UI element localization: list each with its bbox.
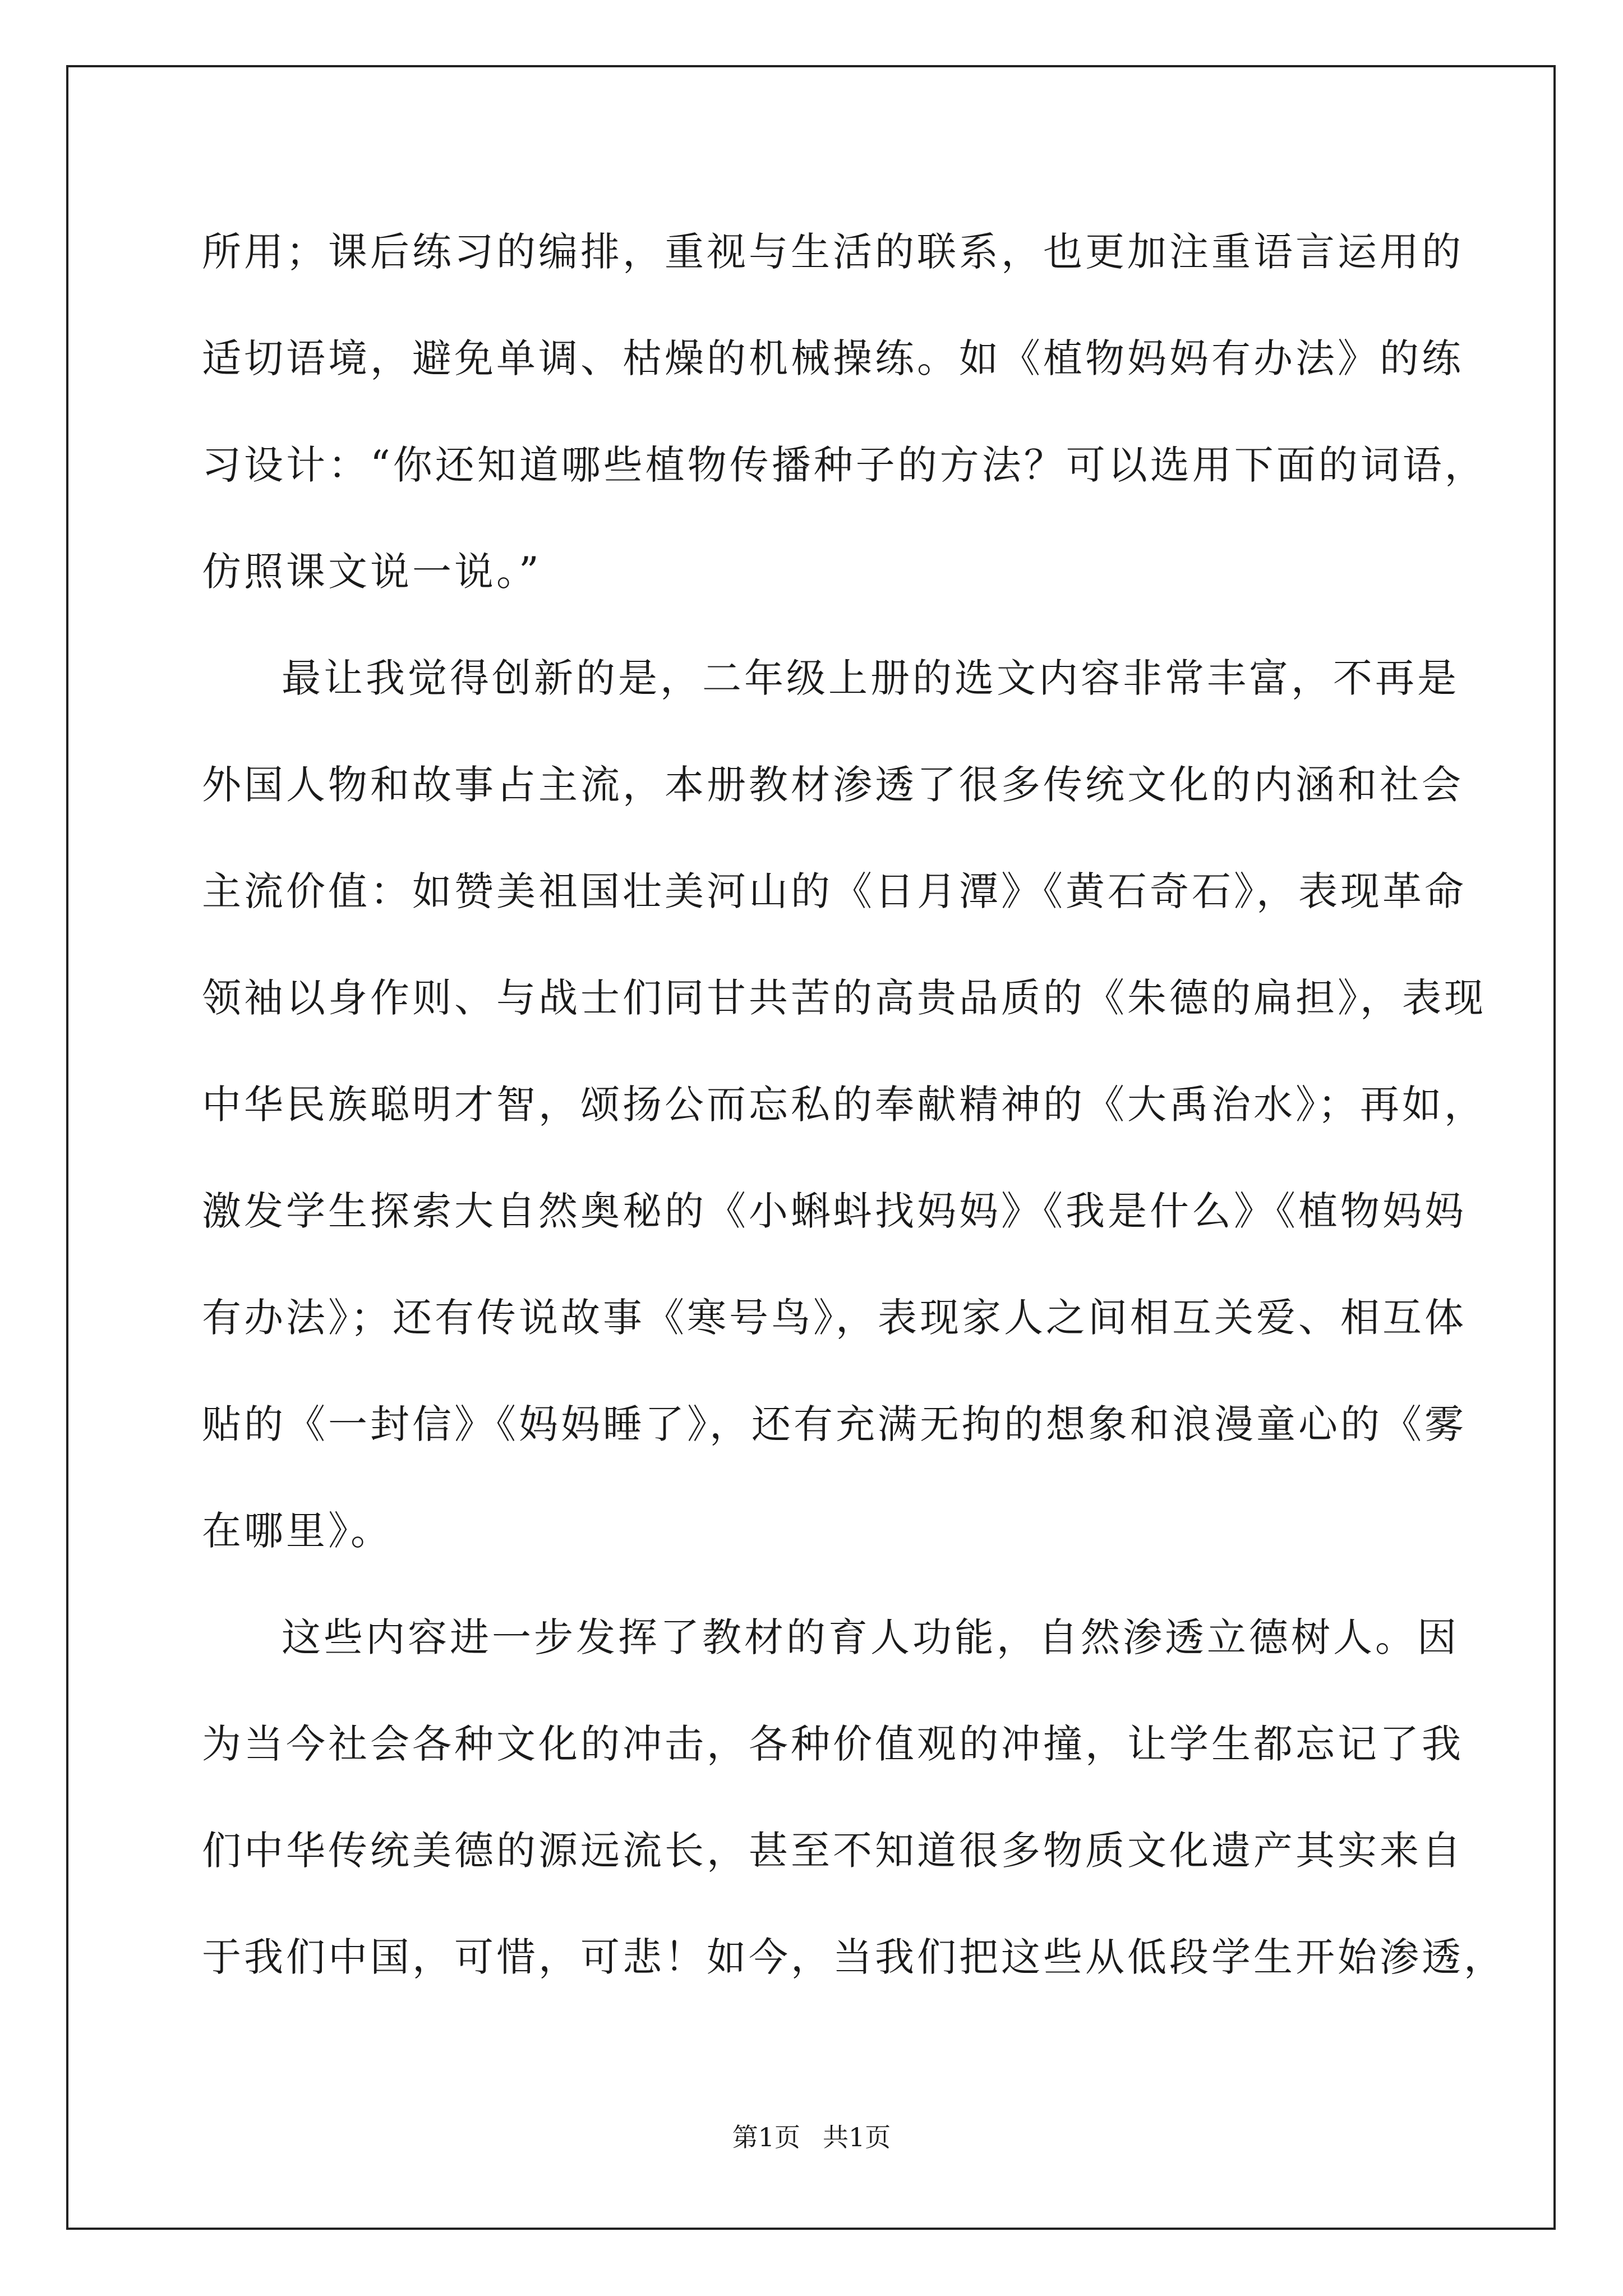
text-line: 仿照课文说一说。” bbox=[202, 549, 542, 595]
text-line: 这些内容进一步发挥了教材的育人功能，自然渗透立德树人。因 bbox=[282, 1614, 1459, 1660]
text-line: 外国人物和故事占主流，本册教材渗透了很多传统文化的内涵和社会 bbox=[202, 762, 1464, 808]
paragraph-3 bbox=[202, 1605, 1506, 2032]
paragraph-2 bbox=[202, 646, 1486, 1605]
text-line: 激发学生探索大自然奥秘的《小蝌蚪找妈妈》《我是什么》《植物妈妈 bbox=[202, 1188, 1467, 1234]
text-line: 在哪里》。 bbox=[202, 1508, 393, 1554]
text-line: 所用；课后练习的编排，重视与生活的联系，也更加注重语言运用的 bbox=[202, 229, 1464, 275]
text-line: 有办法》；还有传说故事《寒号鸟》，表现家人之间相互关爱、相互体 bbox=[202, 1295, 1467, 1341]
document-body bbox=[202, 220, 1506, 2032]
text-line: 中华民族聪明才智，颂扬公而忘私的奉献精神的《大禹治水》；再如， bbox=[202, 1082, 1486, 1128]
text-line: 领袖以身作则、与战士们同甘共苦的高贵品质的《朱德的扁担》，表现 bbox=[202, 975, 1486, 1021]
page-total: 共1页 bbox=[823, 2122, 891, 2152]
page-number: 第1页 bbox=[732, 2122, 800, 2152]
text-line: 为当今社会各种文化的冲击，各种价值观的冲撞，让学生都忘记了我 bbox=[202, 1721, 1464, 1767]
text-line: 贴的《一封信》《妈妈睡了》，还有充满无拘的想象和浪漫童心的《雾 bbox=[202, 1401, 1467, 1447]
text-line: 主流价值：如赞美祖国壮美河山的《日月潭》《黄石奇石》，表现革命 bbox=[202, 868, 1467, 914]
text-line: 适切语境，避免单调、枯燥的机械操练。如《植物妈妈有办法》的练 bbox=[202, 335, 1464, 381]
text-line: 们中华传统美德的源远流长，甚至不知道很多物质文化遗产其实来自 bbox=[202, 1828, 1464, 1874]
paragraph-1 bbox=[202, 220, 1487, 646]
text-line: 最让我觉得创新的是，二年级上册的选文内容非常丰富，不再是 bbox=[282, 655, 1459, 701]
text-line: 于我们中国，可惜，可悲！如今，当我们把这些从低段学生开始渗透， bbox=[202, 1934, 1506, 1980]
page-footer bbox=[0, 2120, 1623, 2154]
text-line: 习设计：“你还知道哪些植物传播种子的方法？可以选用下面的词语， bbox=[202, 442, 1487, 488]
